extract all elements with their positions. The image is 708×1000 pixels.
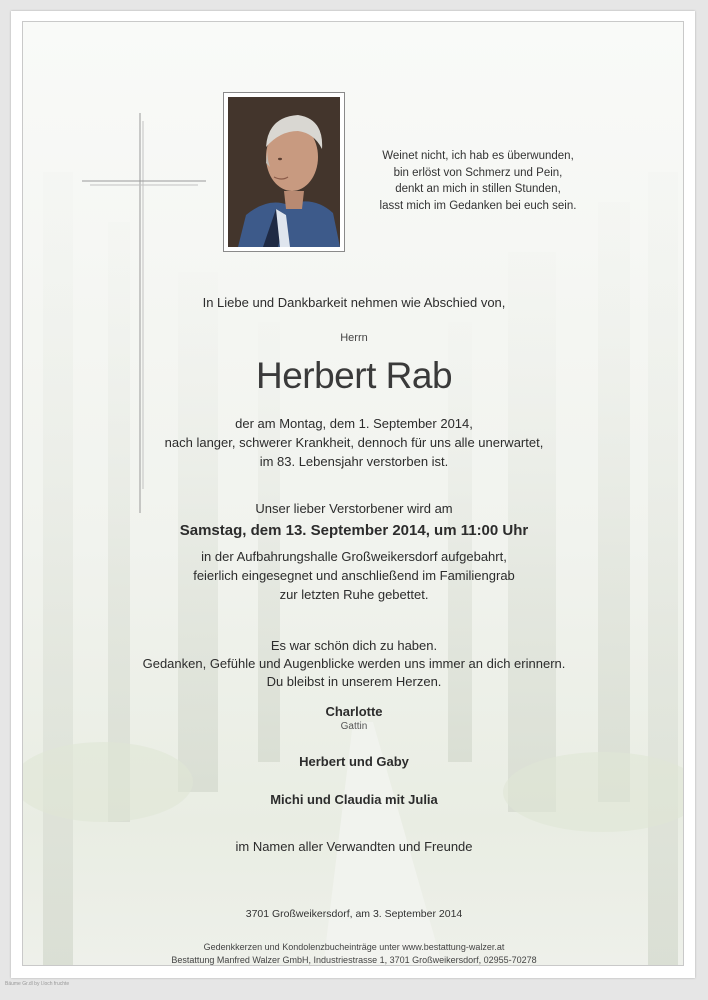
poem-line: lasst mich im Gedanken bei euch sein.: [379, 199, 577, 212]
death-line: nach langer, schwerer Krankheit, dennoch für uns alle unerwartet,: [164, 435, 544, 450]
portrait-image: [228, 97, 340, 247]
obituary-card: [11, 11, 695, 978]
funeral-line: zur letzten Ruhe gebettet.: [279, 587, 429, 602]
death-line: der am Montag, dem 1. September 2014,: [235, 416, 473, 431]
poem-line: bin erlöst von Schmerz und Pein,: [393, 166, 563, 179]
place-date: 3701 Großweikersdorf, am 3. September 2014: [245, 908, 463, 920]
funeral-date: Samstag, dem 13. September 2014, um 11:00 Uhr: [179, 522, 529, 539]
intro-text: In Liebe und Dankbarkeit nehmen wie Abschied von,: [202, 295, 506, 310]
poem-line: Weinet nicht, ich hab es überwunden,: [382, 150, 574, 162]
relatives-line: im Namen aller Verwandten und Freunde: [235, 839, 473, 854]
footer-line-1: Gedenkkerzen und Kondolenzbucheinträge unter www.bestattung-walzer.at: [203, 942, 505, 952]
funeral-intro: Unser lieber Verstorbener wird am: [255, 501, 453, 516]
footer-line-2: Bestattung Manfred Walzer GmbH, Industriestrasse 1, 3701 Großweikersdorf, 02955-70278: [171, 955, 537, 965]
deceased-name: Herbert Rab: [255, 355, 453, 396]
mourner-spouse-name: Charlotte: [325, 704, 383, 719]
funeral-line: feierlich eingesegnet und anschließend im Familiengrab: [193, 568, 515, 583]
mourner-family-1: Herbert und Gaby: [299, 754, 409, 769]
memory-line: Gedanken, Gefühle und Augenblicke werden uns immer an dich erinnern.: [142, 656, 566, 671]
memorial-poem: [353, 148, 603, 214]
mourner-family-2: Michi und Claudia mit Julia: [270, 792, 438, 807]
salutation: Herrn: [340, 332, 368, 344]
portrait-photo: [223, 92, 345, 252]
death-line: im 83. Lebensjahr verstorben ist.: [259, 454, 449, 469]
poem-line: denkt an mich in stillen Stunden,: [395, 183, 561, 195]
memory-line: Du bleibst in unserem Herzen.: [266, 674, 442, 689]
image-credit: Bäume Gr.dl by l.loch fruchte: [5, 981, 70, 987]
mourner-spouse-role: Gattin: [340, 721, 368, 732]
obituary-frame: [22, 21, 684, 966]
funeral-line: in der Aufbahrungshalle Großweikersdorf aufgebahrt,: [201, 549, 507, 564]
memory-line: Es war schön dich zu haben.: [270, 638, 438, 653]
